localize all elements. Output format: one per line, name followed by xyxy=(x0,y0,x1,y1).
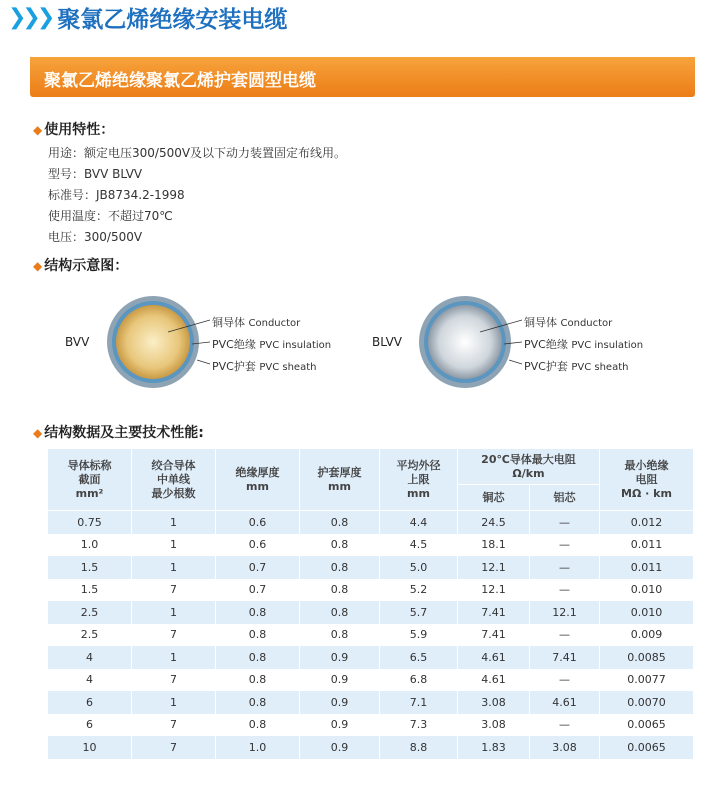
table-cell: 4 xyxy=(48,669,132,692)
table-cell: 0.7 xyxy=(216,579,300,602)
table-cell: 4.61 xyxy=(458,669,530,692)
table-cell: 7.3 xyxy=(380,714,458,737)
header-outer-diameter: 平均外径 上限 mm xyxy=(380,449,458,511)
table-cell: 7.41 xyxy=(458,624,530,647)
table-cell: 12.1 xyxy=(458,579,530,602)
table-row xyxy=(48,624,694,647)
callout-insulation: PVC绝缘 PVC insulation xyxy=(212,338,332,351)
table-row xyxy=(48,579,694,602)
table-cell: 5.2 xyxy=(380,579,458,602)
callout-sheath: PVC护套 PVC sheath xyxy=(212,360,317,373)
table-cell: 7 xyxy=(132,714,216,737)
table-row xyxy=(48,511,694,534)
table-cell: 0.010 xyxy=(600,601,694,624)
table-cell: 0.011 xyxy=(600,556,694,579)
table-row xyxy=(48,534,694,557)
table-row xyxy=(48,669,694,692)
table-cell: 7 xyxy=(132,579,216,602)
table-cell: 0.8 xyxy=(216,714,300,737)
table-cell: 4.61 xyxy=(530,691,600,714)
table-cell: 1.83 xyxy=(458,736,530,759)
header-resistance: 20℃导体最大电阻 Ω/km xyxy=(458,449,600,485)
header-copper: 铜芯 xyxy=(458,485,530,511)
diamond-icon: ◆ xyxy=(33,123,43,137)
table-cell: 7 xyxy=(132,624,216,647)
table-cell: 0.0077 xyxy=(600,669,694,692)
table-cell: 5.7 xyxy=(380,601,458,624)
table-cell: 0.8 xyxy=(300,556,380,579)
table-cell: 5.9 xyxy=(380,624,458,647)
table-cell: 0.8 xyxy=(300,534,380,557)
table-cell: 10 xyxy=(48,736,132,759)
table-cell: 0.75 xyxy=(48,511,132,534)
table-cell: 1 xyxy=(132,601,216,624)
table-row xyxy=(48,714,694,737)
table-cell: — xyxy=(530,511,600,534)
table-cell: 0.0085 xyxy=(600,646,694,669)
table-cell: 0.9 xyxy=(300,691,380,714)
triple-chevron-icon: ❯❯❯ xyxy=(8,4,52,30)
table-cell: 4.61 xyxy=(458,646,530,669)
table-cell: 1.0 xyxy=(216,736,300,759)
table-row xyxy=(48,646,694,669)
table-cell: 4 xyxy=(48,646,132,669)
table-cell: 0.012 xyxy=(600,511,694,534)
table-cell: 0.009 xyxy=(600,624,694,647)
table-heading: ◆ 结构数据及主要技术性能: xyxy=(33,425,204,441)
table-cell: — xyxy=(530,556,600,579)
table-cell: 0.9 xyxy=(300,669,380,692)
table-cell: 0.9 xyxy=(300,736,380,759)
usage-line: 电压：300/500V xyxy=(48,230,143,244)
header-aluminum: 铝芯 xyxy=(530,485,600,511)
usage-heading: ◆ 使用特性： xyxy=(33,122,115,138)
callout-conductor: 铜导体 Conductor xyxy=(212,316,301,329)
table-cell: 6 xyxy=(48,714,132,737)
header-sheath: 护套厚度 mm xyxy=(300,449,380,511)
table-cell: 0.6 xyxy=(216,511,300,534)
table-cell: 0.9 xyxy=(300,646,380,669)
table-cell: 4.5 xyxy=(380,534,458,557)
usage-line: 用途：额定电压300/500V及以下动力装置固定布线用。 xyxy=(48,146,347,160)
table-cell: 0.8 xyxy=(216,646,300,669)
table-cell: 0.010 xyxy=(600,579,694,602)
table-cell: — xyxy=(530,579,600,602)
copper-core xyxy=(116,305,190,379)
usage-line: 型号：BVV BLVV xyxy=(48,167,143,181)
diamond-icon: ◆ xyxy=(33,259,43,273)
table-cell: 18.1 xyxy=(458,534,530,557)
table-cell: 0.011 xyxy=(600,534,694,557)
table-cell: 7.41 xyxy=(458,601,530,624)
banner-title: 聚氯乙烯绝缘聚氯乙烯护套圆型电缆 xyxy=(44,71,316,91)
table-cell: 1 xyxy=(132,556,216,579)
product-banner xyxy=(30,57,695,97)
table-cell: — xyxy=(530,669,600,692)
table-cell: 1 xyxy=(132,646,216,669)
table-cell: 0.8 xyxy=(216,601,300,624)
table-cell: — xyxy=(530,624,600,647)
usage-line: 使用温度：不超过70℃ xyxy=(48,209,173,223)
header-insulation-resistance: 最小绝缘 电阻 MΩ · km xyxy=(600,449,694,511)
usage-line: 标准号：JB8734.2-1998 xyxy=(48,188,185,202)
table-cell: 2.5 xyxy=(48,601,132,624)
page-title: ❯❯❯ 聚氯乙烯绝缘安装电缆 xyxy=(8,4,288,33)
table-cell: 0.6 xyxy=(216,534,300,557)
table-cell: 7.1 xyxy=(380,691,458,714)
table-cell: 2.5 xyxy=(48,624,132,647)
table-cell: 8.8 xyxy=(380,736,458,759)
table-cell: 0.0070 xyxy=(600,691,694,714)
table-row xyxy=(48,691,694,714)
table-cell: 0.8 xyxy=(300,511,380,534)
table-cell: 0.8 xyxy=(300,601,380,624)
table-cell: — xyxy=(530,714,600,737)
blvv-label: BLVV xyxy=(372,335,403,349)
table-cell: 0.8 xyxy=(300,579,380,602)
table-cell: 1.5 xyxy=(48,556,132,579)
spec-table xyxy=(48,449,694,759)
table-cell: 0.8 xyxy=(216,669,300,692)
callout-sheath: PVC护套 PVC sheath xyxy=(524,360,629,373)
table-cell: 24.5 xyxy=(458,511,530,534)
table-cell: — xyxy=(530,534,600,557)
table-cell: 12.1 xyxy=(458,556,530,579)
table-cell: 3.08 xyxy=(530,736,600,759)
table-cell: 12.1 xyxy=(530,601,600,624)
callout-conductor: 铜导体 Conductor xyxy=(524,316,613,329)
table-cell: 6 xyxy=(48,691,132,714)
table-cell: 1 xyxy=(132,534,216,557)
table-cell: 0.0065 xyxy=(600,736,694,759)
header-area: 导体标称 截面 mm² xyxy=(48,449,132,511)
table-cell: 0.8 xyxy=(216,624,300,647)
table-cell: 0.7 xyxy=(216,556,300,579)
diamond-icon: ◆ xyxy=(33,426,43,440)
table-cell: 3.08 xyxy=(458,691,530,714)
table-cell: 0.9 xyxy=(300,714,380,737)
table-body xyxy=(48,511,694,759)
table-row xyxy=(48,556,694,579)
table-cell: 6.5 xyxy=(380,646,458,669)
table-cell: 6.8 xyxy=(380,669,458,692)
table-cell: 0.0065 xyxy=(600,714,694,737)
table-cell: 5.0 xyxy=(380,556,458,579)
table-cell: 7 xyxy=(132,736,216,759)
table-row xyxy=(48,736,694,759)
header-strands: 绞合导体 中单线 最少根数 xyxy=(132,449,216,511)
table-cell: 1 xyxy=(132,511,216,534)
table-cell: 4.4 xyxy=(380,511,458,534)
table-row xyxy=(48,601,694,624)
table-cell: 0.8 xyxy=(300,624,380,647)
table-cell: 7 xyxy=(132,669,216,692)
table-cell: 1.5 xyxy=(48,579,132,602)
structure-heading: ◆ 结构示意图： xyxy=(33,258,129,274)
header-insulation: 绝缘厚度 mm xyxy=(216,449,300,511)
table-cell: 1.0 xyxy=(48,534,132,557)
table-cell: 7.41 xyxy=(530,646,600,669)
bvv-label: BVV xyxy=(65,335,90,349)
aluminum-core xyxy=(428,305,502,379)
table-cell: 1 xyxy=(132,691,216,714)
table-cell: 0.8 xyxy=(216,691,300,714)
table-cell: 3.08 xyxy=(458,714,530,737)
callout-insulation: PVC绝缘 PVC insulation xyxy=(524,338,644,351)
